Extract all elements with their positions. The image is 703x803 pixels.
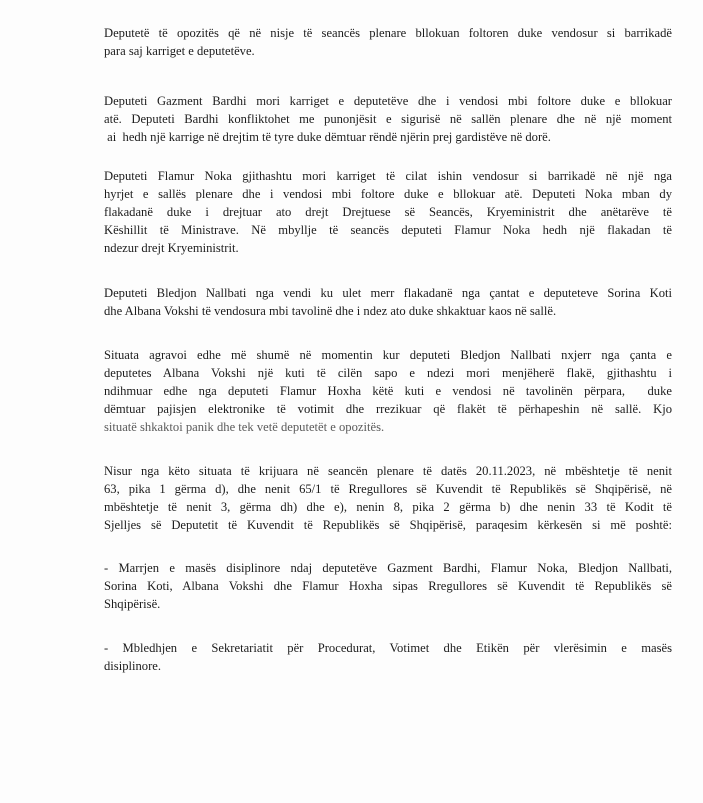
- text-line: Nisur nga këto situata të krijuara në seancën plenare të datës 20.11.2023, në mbështetje të nenit: [104, 464, 672, 478]
- text-line: Deputeti Bledjon Nallbati nga vendi ku ulet merr flakadanë nga çantat e deputeteve Sorina Koti: [104, 286, 672, 300]
- text-line: Sjelljes së Deputetit të Kuvendit të Republikës së Shqipërisë, paraqesim kërkesën si më poshtë:: [104, 518, 672, 532]
- text-line: situatë shkaktoi panik dhe tek vetë deputetët e opozitës.: [104, 420, 385, 434]
- text-line: dhe Albana Vokshi të vendosura mbi tavolinë dhe i ndez ato duke shkaktuar kaos në sallë.: [104, 304, 557, 318]
- text-line: hyrjet e sallës plenare dhe i vendosi mbi foltore duke e bllokuar atë. Deputeti Noka mban dy: [104, 187, 672, 201]
- text-line: ndezur drejt Kryeministrit.: [104, 241, 239, 255]
- text-line: - Marrjen e masës disiplinore ndaj deputetëve Gazment Bardhi, Flamur Noka, Bledjon Nallbati,: [104, 561, 672, 575]
- request-item-secretariat-meeting: [104, 639, 672, 675]
- paragraph-barricade: [104, 24, 672, 60]
- text-line: Deputeti Gazment Bardhi mori karriget e deputetëve dhe i vendosi mbi foltore duke e bllokuar: [104, 94, 672, 108]
- text-line: flakadanë duke i drejtuar ato drejt Drejtuese së Seancës, Kryeministrit dhe anëtarëve të: [104, 205, 672, 219]
- paragraph-legal-basis: [104, 462, 672, 534]
- text-line: Deputetë të opozitës që në nisje të seancës plenare bllokuan foltoren duke vendosur si barrikadë: [104, 26, 672, 40]
- text-line: deputetes Albana Vokshi një kuti të cilën sapo e ndezi mori menjëherë flakë, gjithashtu i: [104, 366, 672, 380]
- paragraph-bardhi: [104, 92, 672, 146]
- text-line: ai hedh një karrige në drejtim të tyre duke dëmtuar rëndë njërin prej gardistëve në dorë.: [104, 130, 551, 144]
- text-line: Këshillit të Ministrave. Në mbyllje të seancës deputeti Flamur Noka hedh një flakadan të: [104, 223, 672, 237]
- text-line: para saj karriget e deputetëve.: [104, 44, 255, 58]
- text-line: 63, pika 1 gërma d), dhe nenit 65/1 të Rregullores së Kuvendit të Republikës së Shqipërisë, në: [104, 482, 672, 496]
- text-line: - Mbledhjen e Sekretariatit për Procedurat, Votimet dhe Etikën për vlerësimin e masës: [104, 641, 672, 655]
- text-line: atë. Deputeti Bardhi konfliktohet me punonjësit e sigurisë në sallën plenare dhe në një moment: [104, 112, 672, 126]
- text-line: mbështetje të nenit 3, gërma dh) dhe e), nenin 8, pika 2 gërma b) dhe nenin 33 të Kodit të: [104, 500, 672, 514]
- text-line: Sorina Koti, Albana Vokshi dhe Flamur Hoxha sipas Rregullores së Kuvendit të Republikës së: [104, 579, 672, 593]
- request-item-disciplinary-measure: [104, 559, 672, 613]
- text-line: Deputeti Flamur Noka gjithashtu mori karriget të cilat ishin vendosur si barrikadë në një nga: [104, 169, 672, 183]
- paragraph-situation: [104, 346, 672, 436]
- paragraph-noka: [104, 167, 672, 257]
- text-line: ndihmuar edhe nga deputeti Flamur Hoxha këtë kuti e vendosi në tavolinën përpara, duke: [104, 384, 672, 398]
- text-line: Situata agravoi edhe më shumë në momentin kur deputeti Bledjon Nallbati nxjerr nga çanta e: [104, 348, 672, 362]
- text-line: disiplinore.: [104, 659, 162, 673]
- text-line: dëmtuar pajisjen elektronike të votimit dhe rrezikuar që flakët të përhapeshin në sallë. Kjo: [104, 402, 672, 416]
- text-line: Shqipërisë.: [104, 597, 161, 611]
- paragraph-nallbati: [104, 284, 672, 320]
